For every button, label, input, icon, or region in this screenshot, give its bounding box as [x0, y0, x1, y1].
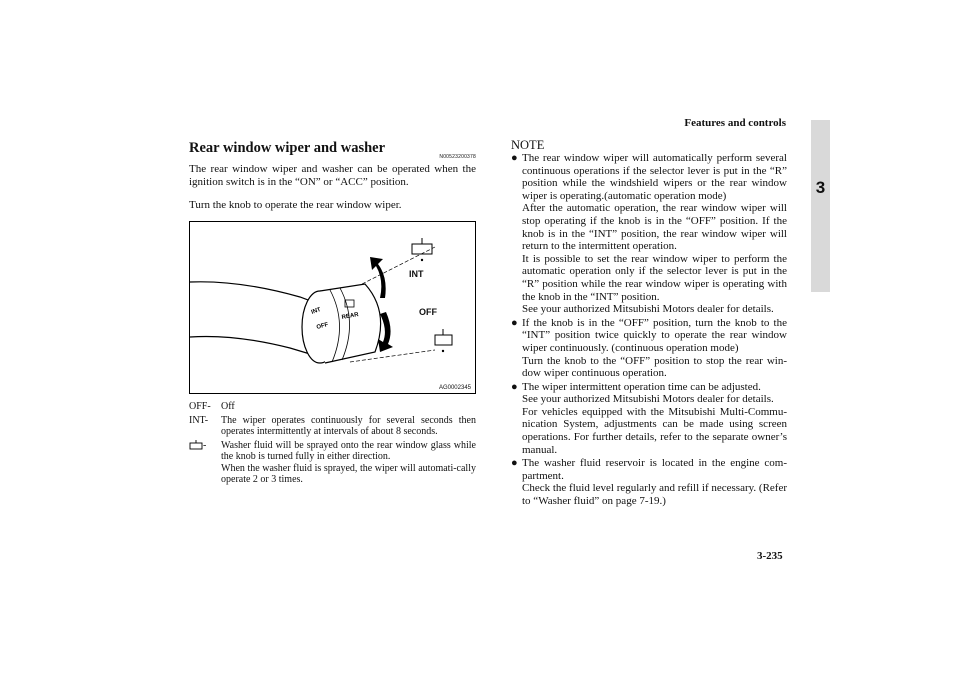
- note-line: After the automatic operation, the rear window wiper will stop operating if the knob is in the “OFF” position. If the knob is in the “INT” position, the rear window wiper will return to the intermittent operation.: [522, 202, 787, 253]
- instruction-paragraph: Turn the knob to operate the rear window wiper.: [189, 199, 402, 211]
- page-number: 3-235: [757, 550, 783, 562]
- legend-desc-line: Washer fluid will be sprayed onto the rear window glass while the knob is turned fully in either direction.: [221, 439, 476, 462]
- washer-icon-top: [412, 238, 432, 261]
- note-item: [511, 457, 787, 507]
- legend-desc: [221, 440, 476, 486]
- legend-desc: The wiper operates continuously for several seconds then operates intermittently at intervals of about 8 seconds.: [221, 414, 476, 437]
- legend-desc: Off: [221, 401, 235, 412]
- legend-desc-line: When the washer fluid is sprayed, the wiper will automati-cally operate 2 or 3 times.: [221, 462, 476, 485]
- note-line: Turn the knob to the “OFF” position to stop the rear win-dow wiper continuous operation.: [522, 354, 787, 380]
- note-column: [511, 139, 787, 509]
- position-legend: [189, 401, 476, 488]
- legend-key: OFF-: [189, 401, 211, 412]
- legend-key: -: [203, 439, 207, 451]
- washer-icon: [189, 440, 203, 451]
- note-line: The rear window wiper will automatically perform several continuous operations if the selector lever is put in the “R” position while the windshield wipers or the rear window wiper is operating.(automatic operation mode): [522, 152, 787, 202]
- wiper-knob-figure: [189, 221, 476, 394]
- note-line: The washer fluid reservoir is located in the engine com-partment.: [522, 457, 787, 482]
- legend-row-int: [189, 415, 476, 438]
- int-direction-arrow: [370, 257, 386, 298]
- section-title: Rear window wiper and washer: [189, 140, 386, 156]
- chapter-number: 3: [815, 178, 826, 197]
- knob-rear-label: REAR: [341, 312, 360, 321]
- off-position-label: OFF: [419, 307, 437, 317]
- bullet-icon: ●: [511, 152, 518, 164]
- knob-off-label: OFF: [315, 322, 330, 331]
- washer-icon-bottom: [435, 329, 452, 352]
- note-line: See your authorized Mitsubishi Motors dealer for details.: [522, 303, 774, 316]
- int-position-label: INT: [409, 269, 424, 279]
- note-line: It is possible to set the rear window wiper to perform the automatic operation only if the selector lever is put in the “R” position while the rear window wiper is operating with the knob in the “INT” position.: [522, 252, 787, 303]
- note-line: The wiper intermittent operation time can be adjusted.: [522, 380, 761, 393]
- section-left-column: [189, 139, 476, 212]
- note-item: [511, 152, 787, 316]
- section-code: N00523200378: [439, 154, 476, 160]
- note-item: [511, 317, 787, 380]
- note-title: NOTE: [511, 138, 545, 152]
- note-item: [511, 381, 787, 457]
- intro-paragraph: The rear window wiper and washer can be operated when the ignition switch is in the “ON” or “ACC” position.: [189, 163, 476, 188]
- figure-code: AG0002345: [438, 385, 471, 391]
- bullet-icon: ●: [511, 316, 518, 329]
- bullet-icon: ●: [511, 457, 518, 470]
- legend-row-off: [189, 401, 476, 413]
- legend-key-washer: [189, 440, 221, 486]
- bullet-icon: ●: [511, 380, 518, 393]
- chapter-tab: [811, 120, 830, 292]
- note-line: See your authorized Mitsubishi Motors dealer for details.: [522, 393, 774, 406]
- note-line: Check the fluid level regularly and refill if necessary. (Refer to “Washer fluid” on page 7-19.): [522, 482, 788, 508]
- page-header-title: Features and controls: [684, 117, 786, 129]
- note-line: For vehicles equipped with the Mitsubishi Multi-Commu-nication System, adjustments can be made using screen operations. For further details, refer to the separate owner’s manual.: [522, 405, 787, 456]
- legend-key: INT-: [189, 414, 209, 426]
- note-line: If the knob is in the “OFF” position, turn the knob to the “INT” position twice quickly to operate the rear window wiper continuously. (continuous operation mode): [522, 316, 787, 354]
- legend-row-washer: [189, 440, 476, 486]
- knob-int-label: INT: [310, 306, 322, 316]
